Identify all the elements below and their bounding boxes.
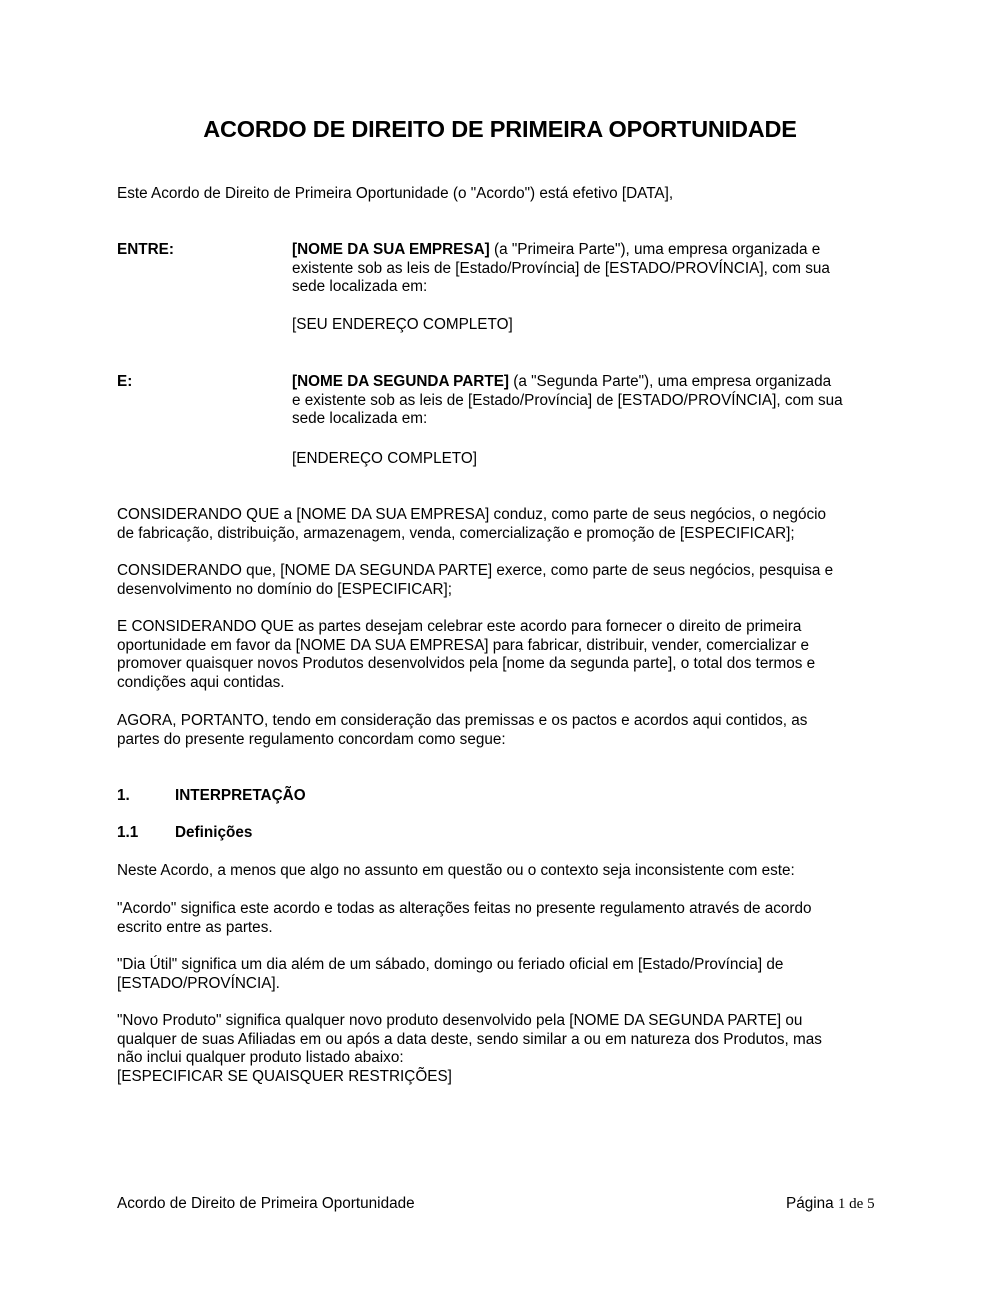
page-of-label: de bbox=[845, 1196, 868, 1212]
party-label-and: E: bbox=[117, 373, 133, 390]
party-2-address: [ENDEREÇO COMPLETO] bbox=[292, 450, 478, 467]
page-total: 5 bbox=[867, 1196, 875, 1212]
definition-line: "Novo Produto" significa qualquer novo produto desenvolvido pela [NOME DA SEGUNDA PARTE] ou bbox=[117, 1012, 803, 1029]
definition-line: [ESPECIFICAR SE QUAISQUER RESTRIÇÕES] bbox=[117, 1067, 452, 1085]
section-1-number: 1. bbox=[117, 787, 130, 804]
party-2-line: (a "Segunda Parte"), uma empresa organizada bbox=[509, 373, 832, 390]
definition-line: não inclui qualquer produto listado abaixo: bbox=[117, 1049, 404, 1067]
recital-line: oportunidade em favor da [NOME DA SUA EMPRESA] para fabricar, distribuir, vender, comercializar e bbox=[117, 636, 810, 654]
recital-line: partes do presente regulamento concordam como segue: bbox=[117, 730, 506, 748]
recital-line: CONSIDERANDO que, [NOME DA SEGUNDA PARTE] exerce, como parte de seus negócios, pesquisa e bbox=[117, 562, 834, 579]
footer-page-indicator bbox=[786, 1195, 875, 1213]
party-2-block bbox=[292, 373, 892, 429]
recital-line: AGORA, PORTANTO, tendo em consideração das premissas e os pactos e acordos aqui contidos, as bbox=[117, 712, 808, 729]
recital-line: de fabricação, distribuição, armazenagem, venda, comercialização e promoção de [ESPECIFICAR]; bbox=[117, 524, 795, 542]
definition-new-product bbox=[117, 1012, 887, 1086]
recital-line: promover quaisquer novos Produtos desenvolvidos pela [nome da segunda parte], o total dos termos e bbox=[117, 655, 816, 673]
definition-line: "Dia Útil" significa um dia além de um sábado, domingo ou feriado oficial em [Estado/Província] de bbox=[117, 956, 784, 973]
footer-document-title: Acordo de Direito de Primeira Oportunidade bbox=[117, 1195, 415, 1212]
intro-paragraph: Este Acordo de Direito de Primeira Oportunidade (o "Acordo") está efetivo [DATA], bbox=[117, 185, 674, 202]
party-2-name: [NOME DA SEGUNDA PARTE] bbox=[292, 373, 509, 390]
section-1-title: INTERPRETAÇÃO bbox=[175, 787, 306, 804]
party-1-address: [SEU ENDEREÇO COMPLETO] bbox=[292, 316, 513, 333]
recital-3 bbox=[117, 618, 887, 692]
section-1-1-title: Definições bbox=[175, 824, 253, 841]
party-2-line: sede localizada em: bbox=[292, 410, 428, 428]
definition-line: "Acordo" significa este acordo e todas as alterações feitas no presente regulamento através de acordo bbox=[117, 900, 812, 917]
recital-line: desenvolvimento no domínio do [ESPECIFICAR]; bbox=[117, 580, 452, 598]
definition-line: escrito entre as partes. bbox=[117, 918, 273, 936]
party-1-line: sede localizada em: bbox=[292, 278, 428, 296]
party-1-name: [NOME DA SUA EMPRESA] bbox=[292, 241, 490, 258]
party-1-line: (a "Primeira Parte"), uma empresa organizada e bbox=[489, 241, 821, 258]
section-1-1-heading bbox=[0, 824, 1000, 844]
party-2-line: e existente sob as leis de [Estado/Província] de [ESTADO/PROVÍNCIA], com sua bbox=[292, 391, 843, 409]
recital-line: E CONSIDERANDO QUE as partes desejam celebrar este acordo para fornecer o direito de primeira bbox=[117, 618, 802, 635]
definition-business-day bbox=[117, 956, 887, 993]
document-title: ACORDO DE DIREITO DE PRIMEIRA OPORTUNIDADE bbox=[203, 116, 797, 142]
recital-2 bbox=[117, 562, 887, 599]
party-label-between: ENTRE: bbox=[117, 241, 174, 258]
recital-1 bbox=[117, 506, 887, 543]
definition-line: qualquer de suas Afiliadas em ou após a data deste, sendo similar a ou em natureza dos Produtos, mas bbox=[117, 1030, 822, 1048]
definition-line: [ESTADO/PROVÍNCIA]. bbox=[117, 974, 280, 992]
party-1-line: existente sob as leis de [Estado/Província] de [ESTADO/PROVÍNCIA], com sua bbox=[292, 259, 830, 277]
definition-agreement bbox=[117, 900, 887, 937]
recital-line: CONSIDERANDO QUE a [NOME DA SUA EMPRESA] conduz, como parte de seus negócios, o negócio bbox=[117, 506, 827, 523]
definitions-intro: Neste Acordo, a menos que algo no assunto em questão ou o contexto seja inconsistente com este: bbox=[117, 862, 795, 879]
recital-line: condições aqui contidas. bbox=[117, 673, 285, 691]
section-1-heading bbox=[0, 787, 1000, 807]
page-label: Página bbox=[786, 1195, 838, 1212]
section-1-1-number: 1.1 bbox=[117, 824, 139, 841]
party-1-block bbox=[292, 241, 892, 297]
page-number: 1 bbox=[837, 1196, 846, 1212]
recital-4 bbox=[117, 712, 887, 749]
